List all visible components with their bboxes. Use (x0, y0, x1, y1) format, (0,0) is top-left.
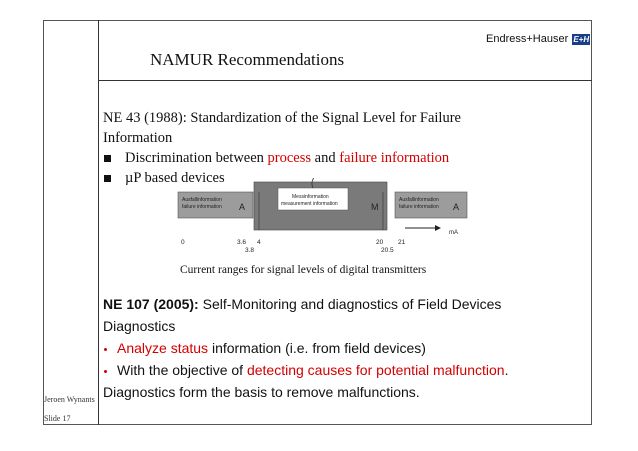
failure-low-letter: A (239, 202, 246, 212)
square-bullet-icon (104, 155, 111, 162)
bullet-dot-icon (104, 348, 107, 351)
process-highlight: process (267, 150, 312, 166)
failure-high-text1: Ausfallinformation (399, 197, 439, 203)
ne107-summary: Diagnostics form the basis to remove malfunctions. (103, 384, 420, 400)
failure-high-text2: failure information (399, 204, 439, 210)
ne43-bullet-1: Discrimination between process and failure information (103, 148, 449, 168)
slide-title: NAMUR Recommendations (150, 50, 345, 69)
measurement-text1: Messinformation (292, 194, 329, 200)
ne107-bullet-2: With the objective of detecting causes for potential malfunction. (103, 359, 508, 381)
ne43-bullet-2: µP based devices (103, 168, 225, 188)
failure-information-highlight: failure information (339, 150, 450, 166)
failure-low-text2: failure information (182, 204, 222, 210)
tick-3-8: 3.8 (245, 247, 255, 254)
tick-20-5: 20.5 (381, 247, 394, 254)
failure-low-text1: Ausfallinformation (182, 197, 222, 203)
footer-author: Jeroen Wynants (44, 395, 95, 404)
diagram-caption: Current ranges for signal levels of digital transmitters (180, 264, 427, 276)
arrow-head-icon (435, 225, 441, 231)
unit-label: mA (449, 230, 458, 236)
tick-4: 4 (257, 239, 261, 246)
tick-3-6: 3.6 (237, 239, 247, 246)
tick-21: 21 (398, 239, 406, 246)
signal-range-diagram (173, 178, 473, 258)
ne107-heading: NE 107 (2005): Self-Monitoring and diagnostics of Field Devices (103, 296, 502, 312)
failure-high-letter: A (453, 202, 460, 212)
ne43-heading-line2: Information (103, 130, 173, 146)
logo-mark-icon: E+H (573, 34, 590, 44)
ne107-bullet-1: Analyze status information (i.e. from field devices) (103, 337, 426, 359)
brand-logo (486, 33, 590, 45)
logo-text: Endress+Hauser (486, 33, 569, 45)
measurement-text2: measurement information (281, 201, 338, 207)
footer-slide-number: Slide 17 (44, 414, 71, 423)
tick-20: 20 (376, 239, 384, 246)
ne43-heading-line1: NE 43 (1988): Standardization of the Signal Level for Failure (103, 110, 461, 126)
measurement-letter: M (371, 202, 379, 212)
tick-0: 0 (181, 239, 185, 246)
title-underline (98, 80, 592, 81)
bullet-dot-icon (104, 370, 107, 373)
ne107-diagnostics-label: Diagnostics (103, 318, 176, 334)
square-bullet-icon (104, 175, 111, 182)
